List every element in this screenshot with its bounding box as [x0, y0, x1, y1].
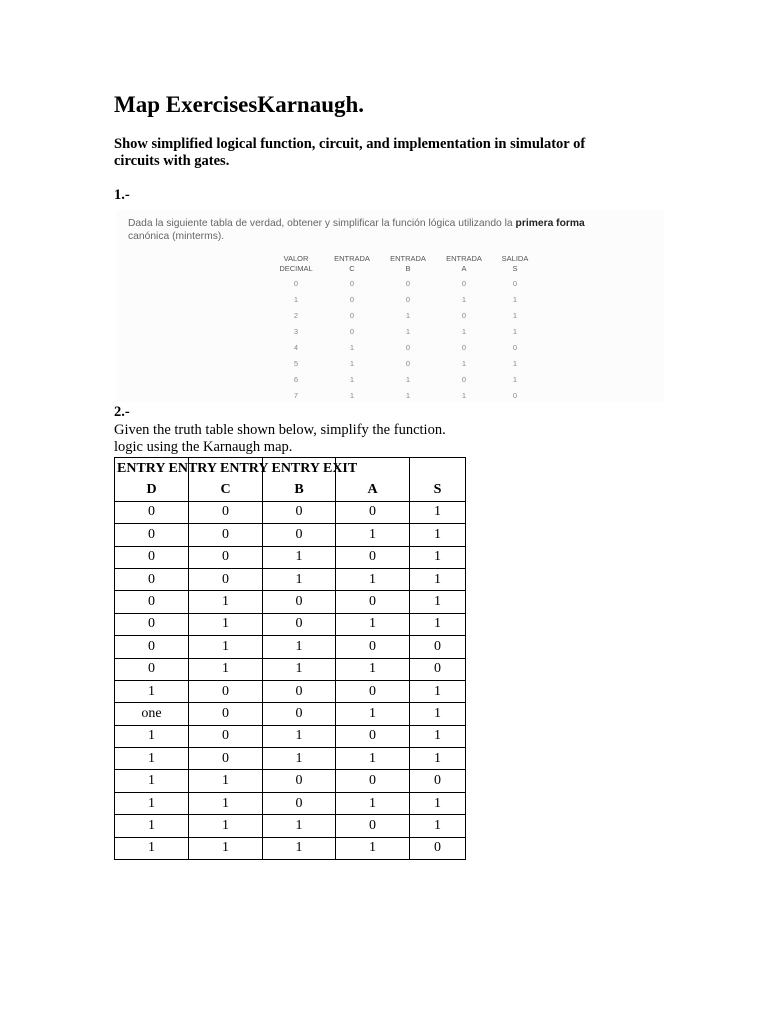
image-table-cell: 1: [349, 343, 355, 352]
table-cell: 1: [263, 748, 336, 770]
table-cell: 1: [189, 613, 263, 635]
image-table-cell: 0: [293, 279, 299, 288]
table-row: [115, 658, 466, 680]
image-table-cell: 1: [512, 375, 518, 384]
image-table-cell: 1: [349, 375, 355, 384]
table-cell: 1: [410, 613, 466, 635]
table-cell: 0: [336, 680, 410, 702]
table-cell: 1: [410, 546, 466, 568]
question-text: Dada la siguiente tabla de verdad, obtener y simplificar la función lógica utilizando la: [128, 218, 513, 229]
table-row: [115, 792, 466, 814]
table-row: [115, 748, 466, 770]
table-row: [115, 636, 466, 658]
table-cell: 0: [189, 501, 263, 523]
table-row: [115, 837, 466, 859]
table-cell: 1: [336, 524, 410, 546]
table-header-cell-top: [410, 458, 466, 480]
image-table-cell: 0: [349, 311, 355, 320]
table-row: [115, 770, 466, 792]
instructions-text: Show simplified logical function, circuit, and implementation in simulator of circuits with gates.: [114, 136, 586, 169]
table-cell: 0: [189, 524, 263, 546]
table-column-header: S: [410, 479, 466, 501]
table-cell: 1: [263, 636, 336, 658]
image-table-header-line: B: [405, 263, 411, 273]
table-column-header: A: [336, 479, 410, 501]
image-table-cell: 0: [461, 343, 467, 352]
table-row: [115, 524, 466, 546]
image-table-header-line: SALIDA: [501, 254, 529, 263]
table-cell: 1: [410, 680, 466, 702]
table-cell: 1: [189, 770, 263, 792]
table-cell: 1: [115, 815, 189, 837]
exercise-1-image: [116, 210, 664, 402]
table-cell: 0: [336, 770, 410, 792]
table-cell: 1: [115, 770, 189, 792]
table-row: [115, 501, 466, 523]
table-cell: 1: [410, 524, 466, 546]
image-table-cell: 0: [349, 295, 355, 304]
table-cell: 1: [263, 568, 336, 590]
table-cell: 1: [410, 815, 466, 837]
table-cell: 0: [410, 837, 466, 859]
table-cell: 1: [263, 546, 336, 568]
exercise-2-text-line2: logic using the Karnaugh map.: [114, 439, 293, 455]
image-table-cell: 1: [461, 327, 467, 336]
image-table-cell: 0: [405, 295, 411, 304]
table-cell: 0: [336, 546, 410, 568]
table-row: [115, 568, 466, 590]
table-cell: 0: [410, 770, 466, 792]
table-cell: 1: [189, 658, 263, 680]
image-table-cell: 1: [405, 327, 411, 336]
table-cell: 1: [336, 568, 410, 590]
image-table-cell: 1: [293, 295, 299, 304]
image-table-cell: 1: [512, 359, 518, 368]
table-cell: 1: [189, 792, 263, 814]
table-cell: 1: [410, 501, 466, 523]
image-table-cell: 0: [461, 375, 467, 384]
image-table-cell: 1: [512, 295, 518, 304]
table-cell: 1: [263, 658, 336, 680]
table-cell: 0: [189, 568, 263, 590]
table-cell: 0: [115, 613, 189, 635]
question-bold-text: primera forma: [515, 218, 585, 229]
table-cell: 0: [115, 501, 189, 523]
table-cell: 0: [263, 680, 336, 702]
table-cell: 0: [115, 658, 189, 680]
table-cell: 1: [336, 658, 410, 680]
image-table-header-line: DECIMAL: [279, 263, 313, 273]
image-table-cell: 0: [405, 359, 411, 368]
table-cell: 0: [263, 770, 336, 792]
table-cell: 0: [189, 725, 263, 747]
image-table-header-line: A: [461, 263, 467, 273]
image-table-cell: 1: [512, 327, 518, 336]
image-table-cell: 1: [461, 391, 467, 400]
table-cell: 1: [263, 815, 336, 837]
table-cell: 0: [263, 703, 336, 725]
table-cell: 1: [189, 815, 263, 837]
table-cell: 1: [336, 748, 410, 770]
table-cell: 0: [189, 748, 263, 770]
table-cell: 1: [189, 591, 263, 613]
table-cell: 0: [336, 636, 410, 658]
image-table-cell: 1: [461, 359, 467, 368]
table-column-header: C: [189, 479, 263, 501]
table-cell: 1: [336, 613, 410, 635]
table-cell: 1: [263, 725, 336, 747]
image-table-cell: 1: [405, 375, 411, 384]
image-table-header-line: VALOR: [283, 254, 309, 263]
image-table-cell: 2: [293, 311, 299, 320]
table-row: [115, 613, 466, 635]
table-cell: 1: [410, 568, 466, 590]
table-cell: 0: [263, 613, 336, 635]
table-cell: 0: [263, 591, 336, 613]
image-table-cell: 1: [512, 311, 518, 320]
table-cell: 1: [410, 725, 466, 747]
exercise-1-question: [128, 217, 668, 243]
table-cell: 1: [336, 837, 410, 859]
table-cell: 0: [336, 591, 410, 613]
table-cell: 0: [115, 636, 189, 658]
table-row: [115, 680, 466, 702]
image-table-cell: 1: [405, 391, 411, 400]
table-row: [115, 725, 466, 747]
image-table-header-line: ENTRADA: [334, 254, 370, 263]
table-cell: 0: [410, 636, 466, 658]
table-column-header: B: [263, 479, 336, 501]
table-row: [115, 703, 466, 725]
image-table-header: [480, 254, 550, 273]
image-table-cell: 0: [405, 279, 411, 288]
table-row: [115, 815, 466, 837]
page-title: Map ExercisesKarnaugh.: [114, 92, 365, 117]
table-header-row: [115, 479, 466, 501]
image-table-header-line: ENTRADA: [390, 254, 426, 263]
table-cell: 1: [115, 792, 189, 814]
table-entry-header: ENTRY ENTRY ENTRY ENTRY EXIT: [117, 461, 358, 476]
table-cell: 1: [336, 703, 410, 725]
table-cell: 1: [410, 792, 466, 814]
image-table-cell: 4: [293, 343, 299, 352]
image-table-cell: 1: [405, 311, 411, 320]
table-cell: 1: [115, 748, 189, 770]
table-cell: 1: [115, 725, 189, 747]
image-table-cell: 6: [293, 375, 299, 384]
table-row: [115, 591, 466, 613]
table-cell: 1: [115, 680, 189, 702]
truth-table: [114, 457, 466, 860]
table-cell: 0: [189, 546, 263, 568]
table-cell: 1: [189, 837, 263, 859]
table-cell: 1: [336, 792, 410, 814]
exercise-2-text-line1: Given the truth table shown below, simplify the function.: [114, 422, 446, 438]
table-cell: 0: [115, 568, 189, 590]
table-cell: 0: [263, 524, 336, 546]
table-cell: 0: [115, 591, 189, 613]
image-table-cell: 0: [461, 279, 467, 288]
table-cell: 0: [336, 501, 410, 523]
table-cell: 1: [410, 591, 466, 613]
image-table-cell: 1: [349, 359, 355, 368]
table-cell: 0: [189, 680, 263, 702]
image-table-cell: 0: [512, 391, 518, 400]
table-cell: 0: [263, 792, 336, 814]
table-row: [115, 546, 466, 568]
image-table-cell: 3: [293, 327, 299, 336]
exercise-2-label: 2.-: [114, 404, 130, 420]
table-cell: 1: [189, 636, 263, 658]
image-table-cell: 5: [293, 359, 299, 368]
image-table-cell: 7: [293, 391, 299, 400]
table-cell: 0: [336, 815, 410, 837]
table-cell: 0: [115, 524, 189, 546]
table-cell: 1: [115, 837, 189, 859]
table-cell: 0: [336, 725, 410, 747]
image-table-cell: 0: [349, 327, 355, 336]
image-table-cell: 0: [405, 343, 411, 352]
table-cell: 1: [410, 748, 466, 770]
table-cell: 0: [115, 546, 189, 568]
table-cell: 1: [263, 837, 336, 859]
image-table-cell: 0: [461, 311, 467, 320]
table-cell: one: [115, 703, 189, 725]
image-table-header-line: S: [512, 263, 518, 273]
image-table-header-line: C: [349, 263, 355, 273]
table-cell: 1: [410, 703, 466, 725]
exercise-1-label: 1.-: [114, 187, 130, 203]
image-table-cell: 1: [461, 295, 467, 304]
table-cell: 0: [410, 658, 466, 680]
image-table-cell: 0: [512, 279, 518, 288]
table-cell: 0: [189, 703, 263, 725]
image-table-cell: 0: [512, 343, 518, 352]
table-column-header: D: [115, 479, 189, 501]
table-cell: 0: [263, 501, 336, 523]
image-table-cell: 0: [349, 279, 355, 288]
question-text-line2: canónica (minterms).: [128, 231, 225, 242]
image-table-header-line: ENTRADA: [446, 254, 482, 263]
image-table-cell: 1: [349, 391, 355, 400]
